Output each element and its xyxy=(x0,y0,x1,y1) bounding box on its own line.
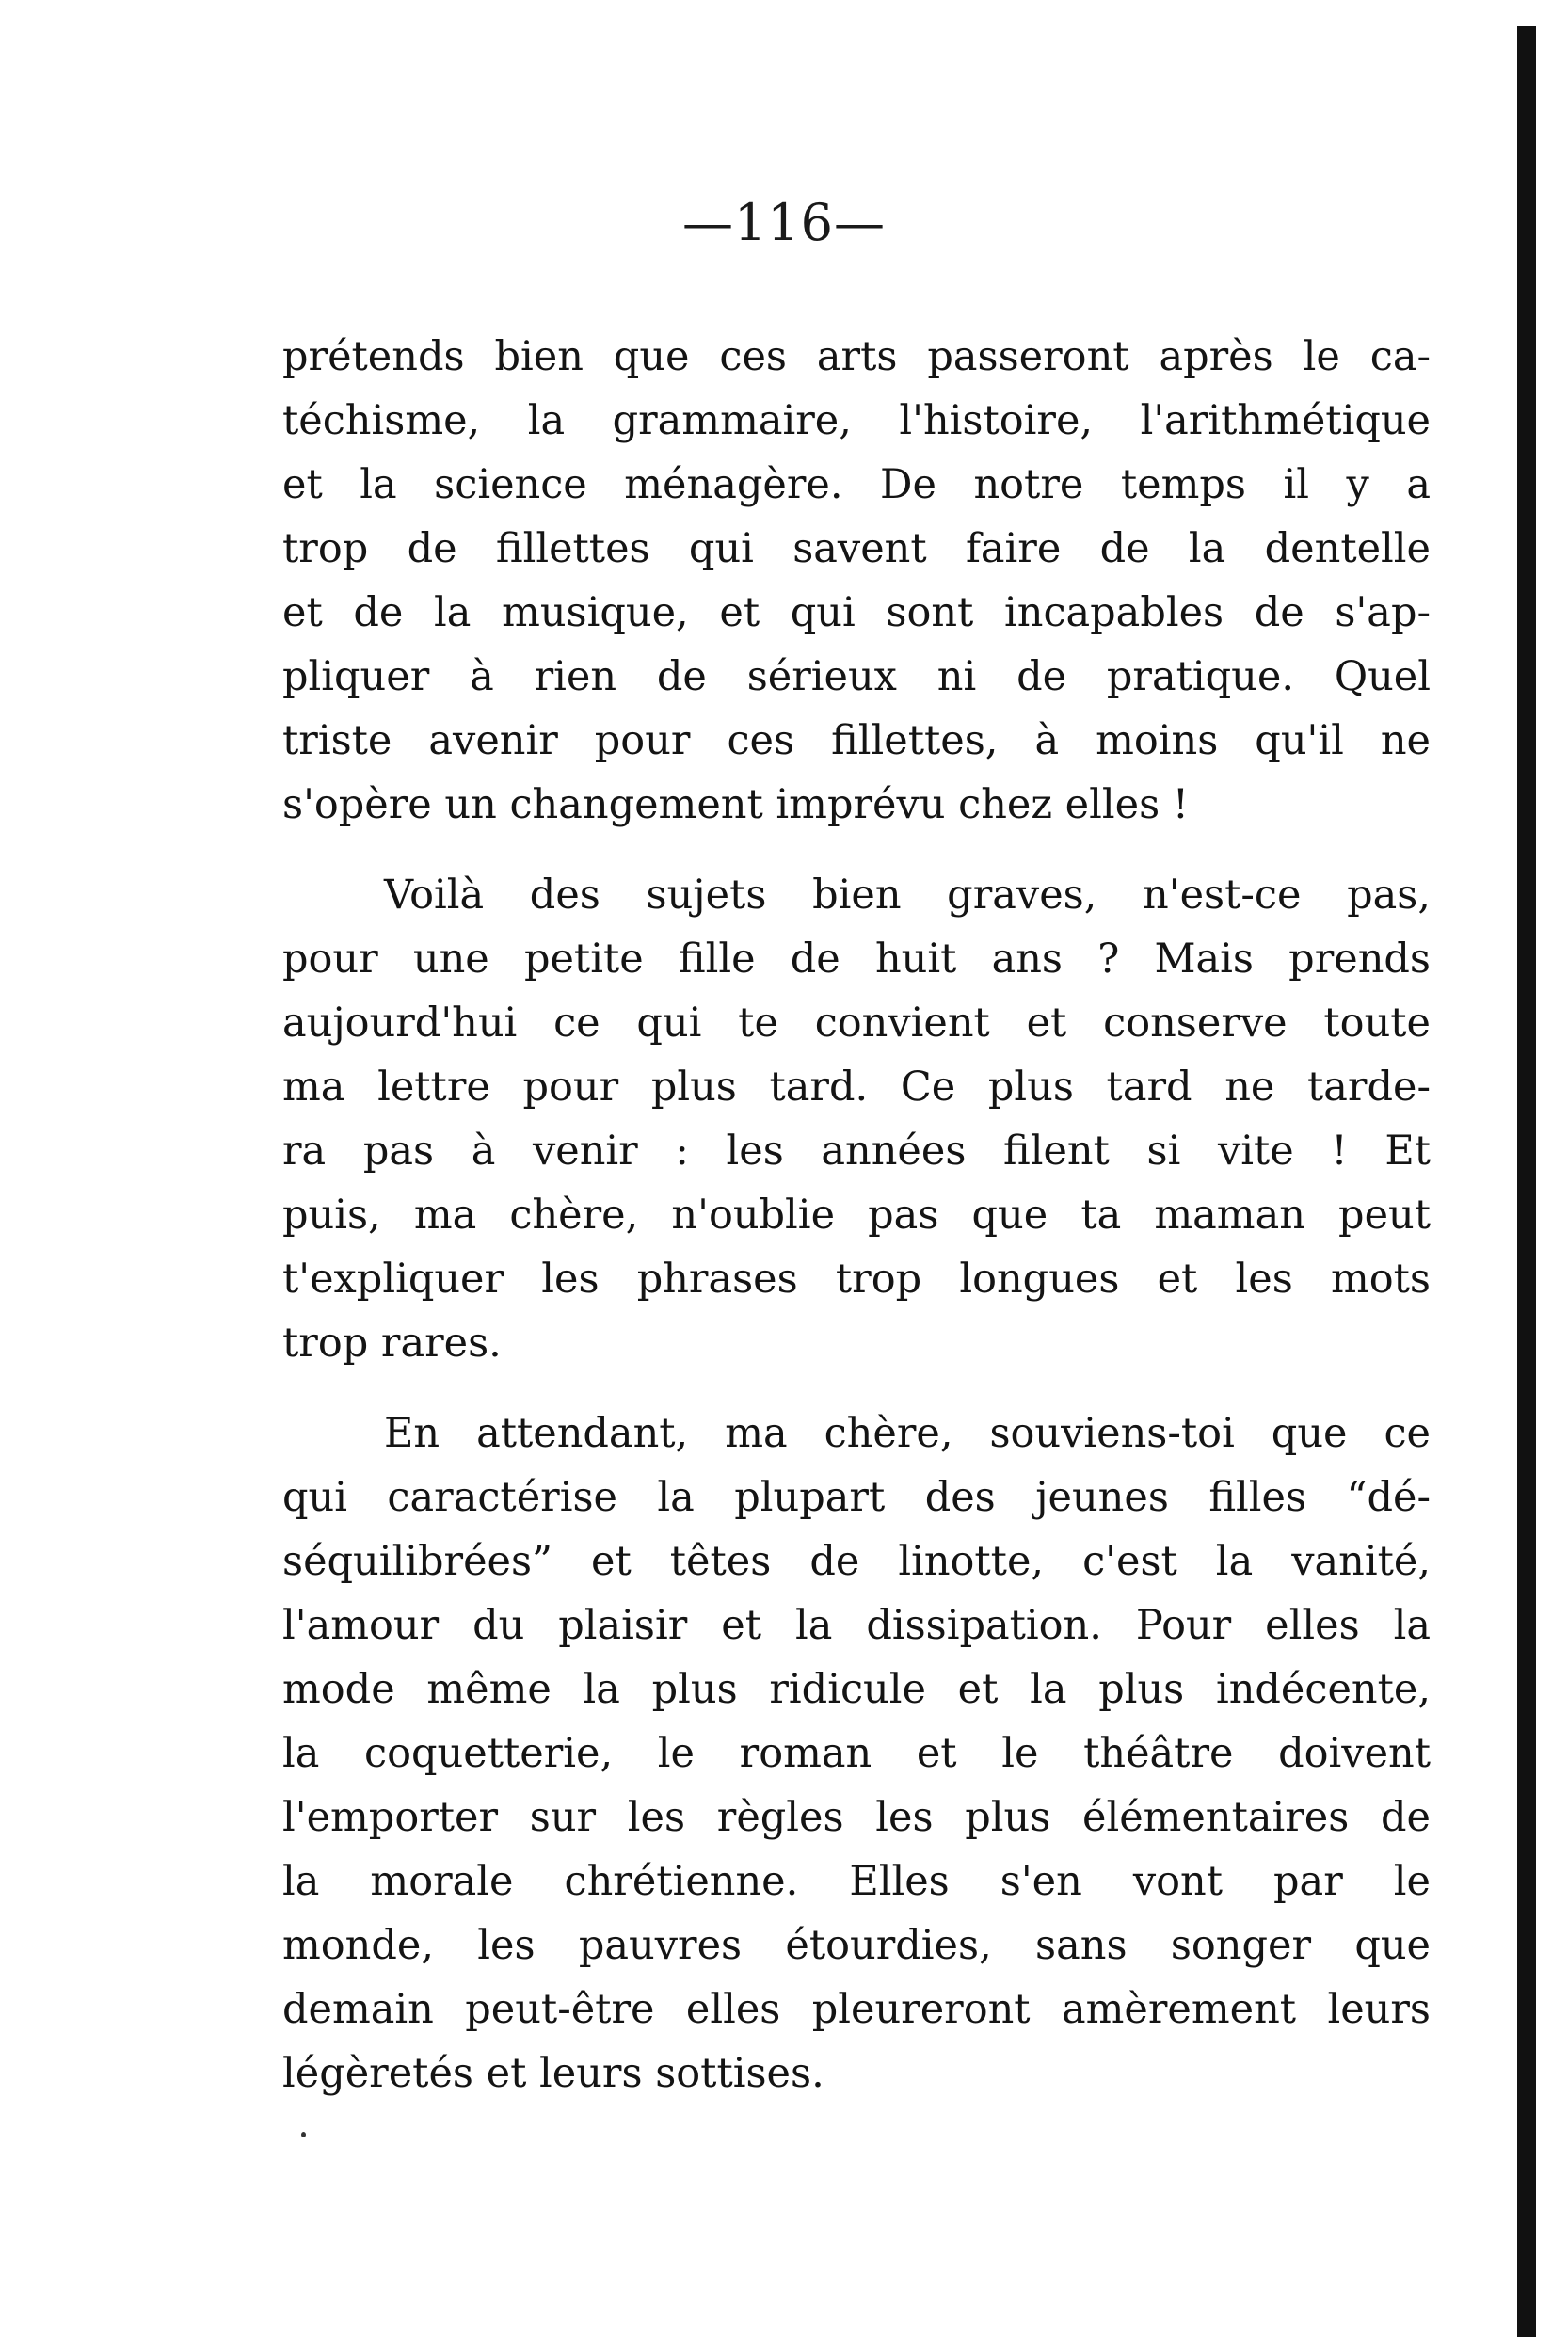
text-line: t'expliquer les phrases trop longues et les mots xyxy=(282,1256,1431,1303)
body-text xyxy=(282,325,1431,2132)
text-line: séquilibrées” et têtes de linotte, c'est la vanité, xyxy=(282,1538,1431,1585)
text-line: puis, ma chère, n'oublie pas que ta maman peut xyxy=(282,1192,1431,1239)
paragraph-3 xyxy=(282,1401,1431,2105)
text-line: la coquetterie, le roman et le théâtre doivent xyxy=(282,1730,1431,1777)
binding-edge xyxy=(1517,26,1536,2337)
paragraph-2 xyxy=(282,863,1431,1375)
text-line: qui caractérise la plupart des jeunes filles “dé- xyxy=(282,1474,1431,1521)
text-line: mode même la plus ridicule et la plus indécente, xyxy=(282,1666,1431,1713)
text-line: ra pas à venir : les années filent si vite ! Et xyxy=(282,1128,1431,1175)
text-line: demain peut-être elles pleureront amèrement leurs xyxy=(282,1986,1431,2033)
text-line: aujourd'hui ce qui te convient et conserve toute xyxy=(282,1000,1431,1047)
text-line: téchisme, la grammaire, l'histoire, l'arithmétique xyxy=(282,397,1431,444)
text-line: pour une petite fille de huit ans ? Mais prends xyxy=(282,936,1431,983)
text-line: trop rares. xyxy=(282,1320,502,1367)
text-line: Voilà des sujets bien graves, n'est-ce pas, xyxy=(384,872,1431,919)
text-line: trop de fillettes qui savent faire de la dentelle xyxy=(282,525,1431,572)
ink-speck xyxy=(301,2132,306,2137)
paragraph-1 xyxy=(282,325,1431,837)
text-line: triste avenir pour ces fillettes, à moins qu'il ne xyxy=(282,717,1431,764)
text-line: légèretés et leurs sottises. xyxy=(282,2050,824,2097)
text-line: pliquer à rien de sérieux ni de pratique. Quel xyxy=(282,653,1431,700)
text-line: s'opère un changement imprévu chez elles ! xyxy=(282,781,1190,828)
text-line: ma lettre pour plus tard. Ce plus tard ne tarde- xyxy=(282,1064,1431,1111)
text-line: et la science ménagère. De notre temps il y a xyxy=(282,461,1431,508)
page-number: —116— xyxy=(681,193,887,252)
text-line: En attendant, ma chère, souviens-toi que ce xyxy=(384,1410,1431,1457)
text-line: la morale chrétienne. Elles s'en vont par le xyxy=(282,1858,1431,1905)
text-line: monde, les pauvres étourdies, sans songer que xyxy=(282,1922,1431,1969)
text-line: l'emporter sur les règles les plus élémentaires de xyxy=(282,1794,1431,1841)
text-line: prétends bien que ces arts passeront après le ca- xyxy=(282,333,1431,380)
text-line: l'amour du plaisir et la dissipation. Pour elles la xyxy=(282,1602,1431,1649)
text-line: et de la musique, et qui sont incapables de s'ap- xyxy=(282,589,1431,636)
